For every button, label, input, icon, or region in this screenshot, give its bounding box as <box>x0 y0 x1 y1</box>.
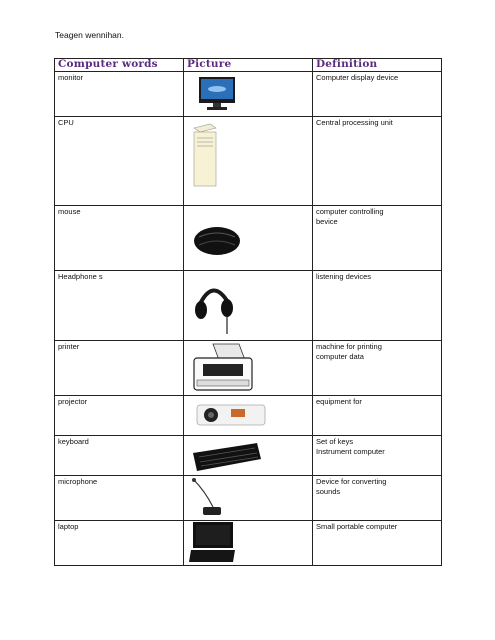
definition-cell: Small portable computer <box>313 521 442 566</box>
word-cell: printer <box>55 341 184 396</box>
picture-cell <box>184 476 313 521</box>
table-row <box>55 476 442 521</box>
word-cell: keyboard <box>55 436 184 476</box>
table-row <box>55 206 442 271</box>
picture-cell <box>184 271 313 341</box>
headphones-icon <box>187 272 316 339</box>
table-row <box>55 72 442 117</box>
vocabulary-table <box>54 58 442 566</box>
definition-cell: Computer display device <box>313 72 442 117</box>
projector-icon <box>187 397 316 434</box>
word-cell: microphone <box>55 476 184 521</box>
picture-cell <box>184 117 313 206</box>
mouse-icon <box>187 207 316 269</box>
picture-cell <box>184 72 313 117</box>
definition-cell: equipment for <box>313 396 442 436</box>
keyboard-icon <box>187 437 316 474</box>
header-picture: Picture <box>184 59 313 72</box>
word-cell: CPU <box>55 117 184 206</box>
picture-cell <box>184 206 313 271</box>
table-row <box>55 271 442 341</box>
picture-cell <box>184 521 313 566</box>
microphone-icon <box>187 477 316 519</box>
monitor-icon <box>187 73 316 115</box>
definition-cell: machine for printing computer data <box>313 341 442 396</box>
table-row <box>55 341 442 396</box>
word-cell: Headphone s <box>55 271 184 341</box>
word-cell: monitor <box>55 72 184 117</box>
definition-cell: Device for converting sounds <box>313 476 442 521</box>
cpu-tower-icon <box>187 118 316 204</box>
table-row <box>55 436 442 476</box>
picture-cell <box>184 341 313 396</box>
table-row <box>55 117 442 206</box>
author-name: Teagen wennihan. <box>55 30 125 40</box>
definition-cell: Central processing unit <box>313 117 442 206</box>
picture-cell <box>184 396 313 436</box>
table-row <box>55 396 442 436</box>
header-definition: Definition <box>313 59 442 72</box>
word-cell: projector <box>55 396 184 436</box>
definition-cell: listening devices <box>313 271 442 341</box>
table-row <box>55 521 442 566</box>
definition-cell: Set of keys Instrument computer <box>313 436 442 476</box>
table-header-row <box>55 59 442 72</box>
word-cell: laptop <box>55 521 184 566</box>
printer-icon <box>187 342 316 394</box>
picture-cell <box>184 436 313 476</box>
laptop-icon <box>187 522 316 564</box>
word-cell: mouse <box>55 206 184 271</box>
header-computer-words: Computer words <box>55 59 184 72</box>
definition-cell: computer controlling bevice <box>313 206 442 271</box>
